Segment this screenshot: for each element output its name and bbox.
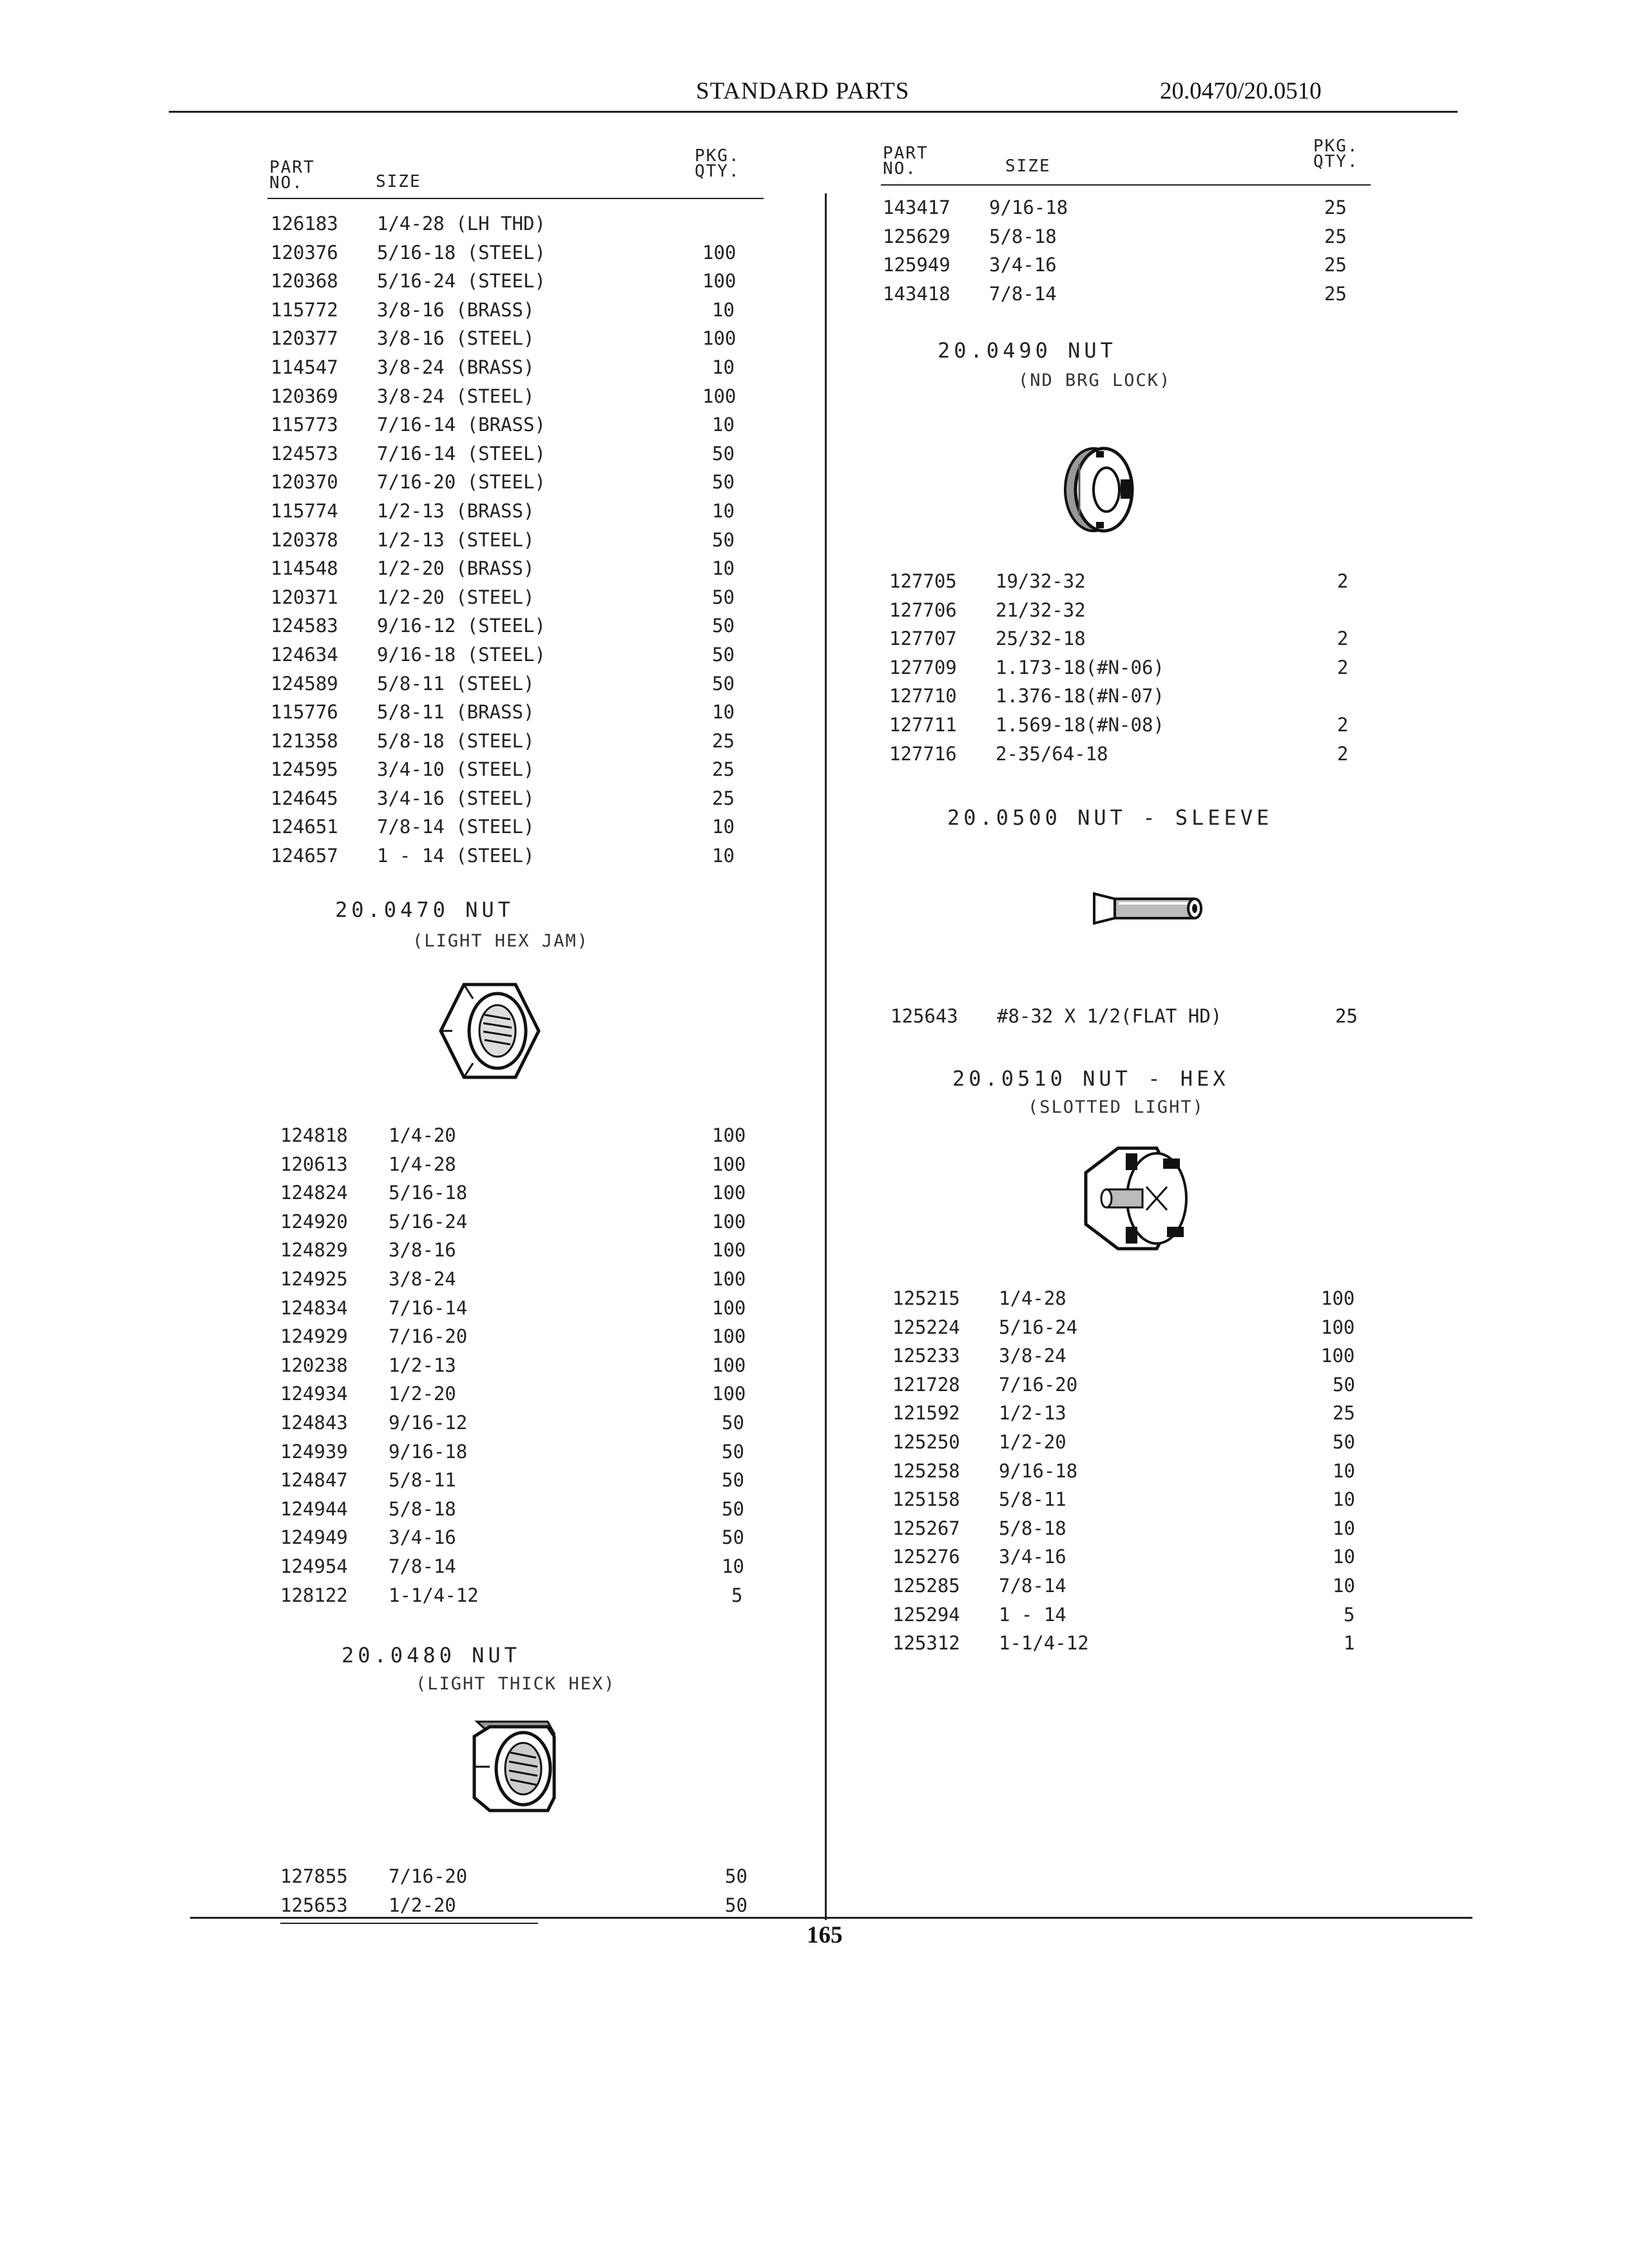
- part-number: 124920: [280, 1210, 348, 1233]
- part-number: 125643: [891, 1005, 958, 1027]
- part-number: 120368: [271, 270, 338, 293]
- table-row: [889, 570, 1373, 599]
- table-row: [271, 471, 760, 500]
- size: 25/32-18: [996, 628, 1086, 650]
- size: 1.569-18(#N-08): [996, 713, 1164, 736]
- pkg-qty: 1: [1344, 1632, 1355, 1655]
- table-row: [889, 743, 1373, 772]
- part-number: 124829: [280, 1239, 348, 1262]
- section-table-0500: [891, 1005, 1374, 1034]
- section-subtitle-0480: (LIGHT THICK HEX): [416, 1674, 616, 1694]
- part-number: 124645: [271, 787, 338, 809]
- section-title-0500: 20.0500 NUT - SLEEVE: [947, 805, 1273, 830]
- size: 9/16-18: [999, 1459, 1078, 1482]
- part-number: 124934: [280, 1383, 348, 1405]
- table-row: [280, 1526, 760, 1555]
- pkg-qty: 100: [712, 1383, 746, 1405]
- size: 5/8-18: [999, 1517, 1066, 1539]
- pkg-qty: 2: [1337, 656, 1349, 678]
- table-row: [280, 1239, 760, 1268]
- part-number: 120377: [271, 327, 338, 350]
- size: 2-35/64-18: [996, 742, 1108, 765]
- pkg-qty: 100: [1321, 1287, 1355, 1309]
- size: 19/32-32: [996, 570, 1086, 592]
- part-number: 125158: [892, 1488, 960, 1511]
- size: 1/2-20 (STEEL): [377, 586, 535, 608]
- part-number: 120378: [271, 528, 338, 551]
- pkg-qty: 100: [712, 1354, 746, 1376]
- table-row: [892, 1287, 1373, 1316]
- size: 7/8-14: [989, 282, 1057, 305]
- size: 3/8-16 (STEEL): [377, 327, 535, 350]
- part-number: 125312: [892, 1632, 960, 1655]
- pkg-qty: 100: [1321, 1316, 1355, 1338]
- part-number: 124651: [271, 816, 338, 838]
- part-number: 120370: [271, 471, 338, 494]
- size: 1.376-18(#N-07): [996, 685, 1164, 707]
- table-row: [280, 1383, 760, 1412]
- pkg-qty: 100: [702, 385, 737, 407]
- hex-jam-nut-icon: [425, 966, 554, 1095]
- part-number: 125653: [280, 1894, 348, 1916]
- size: 5/16-24: [999, 1316, 1078, 1338]
- section-table-0470: [280, 1124, 760, 1613]
- section-title-0480: 20.0480 NUT: [342, 1643, 521, 1667]
- table-row: [271, 385, 760, 414]
- pkg-qty: 50: [712, 442, 735, 465]
- pkg-qty: 50: [712, 586, 735, 608]
- part-number: 124929: [280, 1325, 348, 1348]
- page-number: 165: [807, 1922, 843, 1948]
- pkg-qty: 10: [712, 845, 735, 867]
- size: 1/2-20 (BRASS): [377, 557, 535, 580]
- section-subtitle-0510: (SLOTTED LIGHT): [1028, 1097, 1204, 1117]
- table-row: [271, 356, 760, 385]
- part-number: 143418: [883, 282, 950, 305]
- size: 1 - 14 (STEEL): [377, 845, 535, 867]
- table-row: [280, 1211, 760, 1240]
- size: 5/8-11 (STEEL): [377, 672, 535, 695]
- table-row: [892, 1517, 1373, 1546]
- table-row: [271, 299, 760, 328]
- section-table-0490: [889, 570, 1373, 771]
- part-number: 120371: [271, 586, 338, 608]
- size: 1-1/4-12: [999, 1632, 1089, 1655]
- size: 5/8-18 (STEEL): [377, 729, 535, 752]
- pkg-qty: 25: [712, 787, 735, 809]
- pkg-qty: 10: [712, 701, 735, 724]
- table-row: [892, 1575, 1373, 1604]
- table-row: [889, 714, 1373, 743]
- table-row: [271, 730, 760, 759]
- part-number: 127855: [280, 1865, 348, 1887]
- part-number: 124573: [271, 442, 338, 465]
- table-row: [892, 1604, 1373, 1633]
- table-row: [271, 270, 760, 299]
- size: 9/16-18: [389, 1440, 468, 1463]
- size: 3/4-16 (STEEL): [377, 787, 535, 809]
- pkg-qty: 100: [702, 241, 737, 264]
- size: 7/16-20 (STEEL): [377, 471, 546, 494]
- table-row: [892, 1402, 1373, 1431]
- table-row: [892, 1488, 1373, 1517]
- pkg-qty: 100: [702, 327, 737, 350]
- size: 1/2-13: [999, 1402, 1066, 1425]
- right-continued-table: [883, 197, 1373, 311]
- size: 9/16-18 (STEEL): [377, 643, 546, 666]
- size: 1/4-20: [389, 1124, 456, 1146]
- table-row: [271, 242, 760, 271]
- size: 1/2-13 (BRASS): [377, 499, 535, 522]
- size: 7/16-20: [389, 1325, 468, 1348]
- part-number: 125276: [892, 1546, 960, 1568]
- table-row: [271, 213, 760, 242]
- table-row: [280, 1584, 760, 1613]
- table-row: [271, 557, 760, 586]
- size: 7/16-14 (BRASS): [377, 414, 546, 436]
- table-row: [271, 414, 760, 443]
- size: 5/16-24 (STEEL): [377, 270, 546, 293]
- table-row: [271, 701, 760, 730]
- part-number: 125267: [892, 1517, 960, 1539]
- pkg-qty: 25: [1324, 197, 1347, 218]
- part-number: 120613: [280, 1153, 348, 1175]
- pkg-qty: 25: [1324, 282, 1347, 305]
- size: 5/16-18 (STEEL): [377, 241, 546, 264]
- part-number: 127705: [889, 570, 957, 592]
- pkg-qty: 10: [1333, 1459, 1355, 1482]
- part-number: 115776: [271, 701, 338, 724]
- size: 1/2-20: [999, 1430, 1066, 1453]
- pkg-qty: 100: [712, 1153, 746, 1175]
- table-row: [889, 628, 1373, 657]
- left-continued-table: [271, 213, 760, 874]
- pkg-qty: 10: [722, 1555, 744, 1577]
- size: 7/8-14: [999, 1574, 1066, 1597]
- pkg-qty: 2: [1337, 570, 1349, 592]
- pkg-qty: 100: [712, 1124, 746, 1146]
- table-row: [271, 586, 760, 615]
- pkg-qty: 10: [712, 298, 735, 321]
- part-number: 124634: [271, 643, 338, 666]
- part-number: 125215: [892, 1287, 960, 1309]
- pkg-qty: 50: [712, 643, 735, 666]
- part-number: 125258: [892, 1459, 960, 1482]
- pkg-qty: 50: [725, 1865, 747, 1887]
- right-header-rule: [881, 184, 1371, 186]
- pkg-qty: 100: [712, 1210, 746, 1233]
- size: 7/16-20: [999, 1373, 1078, 1396]
- size: 7/16-14: [389, 1296, 468, 1319]
- table-row: [271, 644, 760, 673]
- size: 7/8-14 (STEEL): [377, 816, 535, 838]
- table-row: [892, 1345, 1373, 1374]
- pkg-qty: 100: [712, 1239, 746, 1262]
- table-row: [883, 197, 1373, 226]
- size: 7/16-20: [389, 1865, 468, 1887]
- part-number: 115773: [271, 414, 338, 436]
- size: 1/4-28 (LH THD): [377, 213, 546, 235]
- size: 3/4-16: [989, 254, 1057, 276]
- table-row: [280, 1498, 760, 1527]
- table-row: [891, 1005, 1374, 1034]
- part-number: 125285: [892, 1574, 960, 1597]
- table-row: [280, 1182, 760, 1211]
- size: 5/8-11 (BRASS): [377, 701, 535, 724]
- size: 5/8-18: [389, 1497, 456, 1520]
- table-row: [280, 1297, 760, 1326]
- right-part-header: PART NO.: [883, 144, 929, 178]
- pkg-qty: 50: [725, 1894, 747, 1916]
- pkg-qty: 50: [722, 1469, 744, 1492]
- size: 1 - 14: [999, 1603, 1066, 1626]
- table-row: [271, 615, 760, 644]
- left-header-rule: [267, 198, 764, 199]
- table-row: [280, 1354, 760, 1383]
- size: 3/8-24 (BRASS): [377, 356, 535, 378]
- size: 21/32-32: [996, 599, 1086, 621]
- table-row: [280, 1124, 760, 1153]
- section-subtitle-0490: (ND BRG LOCK): [1018, 370, 1171, 390]
- part-number: 125233: [892, 1345, 960, 1367]
- size: 3/8-16 (BRASS): [377, 298, 535, 321]
- pkg-qty: 2: [1337, 713, 1349, 736]
- pkg-qty: 50: [712, 471, 735, 494]
- size: 5/8-11: [999, 1488, 1066, 1511]
- left-size-header: SIZE: [376, 172, 421, 191]
- table-row: [883, 283, 1373, 312]
- part-number: 126183: [271, 213, 338, 235]
- table-row: [280, 1153, 760, 1182]
- table-row: [892, 1632, 1373, 1661]
- right-size-header: SIZE: [1005, 157, 1051, 176]
- table-row: [280, 1412, 760, 1441]
- pkg-qty: 100: [712, 1267, 746, 1290]
- part-number: 124595: [271, 758, 338, 781]
- left-part-header: PART NO.: [269, 158, 315, 193]
- part-number: 124843: [280, 1411, 348, 1434]
- pkg-qty: 100: [702, 270, 737, 293]
- section-code-range: 20.0470/20.0510: [1160, 78, 1322, 104]
- table-row: [271, 529, 760, 558]
- table-row: [889, 599, 1373, 628]
- right-qty-header: PKG. QTY.: [1313, 137, 1359, 171]
- table-row: [271, 816, 760, 845]
- size: 1/4-28: [999, 1287, 1066, 1309]
- size: 1/2-13: [389, 1354, 456, 1376]
- part-number: 124657: [271, 845, 338, 867]
- size: 1-1/4-12: [389, 1584, 479, 1606]
- sleeve-nut-icon: [1089, 886, 1205, 931]
- size: 5/8-18: [989, 225, 1057, 247]
- page-title: STANDARD PARTS: [696, 78, 910, 104]
- pkg-qty: 10: [1333, 1546, 1355, 1568]
- size: 3/8-16: [389, 1239, 456, 1262]
- part-number: 127709: [889, 656, 957, 678]
- part-number: 120238: [280, 1354, 348, 1376]
- section-title-0490: 20.0490 NUT: [938, 338, 1117, 363]
- section-table-0510: [892, 1287, 1373, 1661]
- left-qty-header: PKG. QTY.: [695, 146, 740, 181]
- part-number: 125224: [892, 1316, 960, 1338]
- part-number: 127707: [889, 628, 957, 650]
- size: 1/4-28: [389, 1153, 456, 1175]
- size: 3/4-16: [999, 1546, 1066, 1568]
- table-row: [280, 1441, 760, 1470]
- pkg-qty: 10: [1333, 1488, 1355, 1511]
- size: 1.173-18(#N-06): [996, 656, 1164, 678]
- size: 5/8-11: [389, 1469, 456, 1492]
- table-row: [892, 1546, 1373, 1575]
- pkg-qty: 50: [712, 528, 735, 551]
- table-row: [892, 1431, 1373, 1460]
- pkg-qty: 25: [712, 758, 735, 781]
- part-number: 124834: [280, 1296, 348, 1319]
- size: 3/8-24: [389, 1267, 456, 1290]
- pkg-qty: 25: [1335, 1005, 1358, 1027]
- bearing-lock-nut-icon: [1054, 438, 1144, 541]
- pkg-qty: 50: [722, 1411, 744, 1434]
- size: 1/2-20: [389, 1383, 456, 1405]
- pkg-qty: 100: [1321, 1345, 1355, 1367]
- part-number: 124939: [280, 1440, 348, 1463]
- part-number: 125294: [892, 1603, 960, 1626]
- pkg-qty: 10: [1333, 1517, 1355, 1539]
- part-number: 124944: [280, 1497, 348, 1520]
- table-row: [271, 758, 760, 787]
- part-number: 120369: [271, 385, 338, 407]
- section-title-0510: 20.0510 NUT - HEX: [952, 1066, 1229, 1091]
- size: 9/16-18: [989, 197, 1068, 218]
- header-rule: [169, 111, 1458, 113]
- part-number: 127711: [889, 713, 957, 736]
- table-row: [280, 1325, 760, 1354]
- pkg-qty: 25: [1324, 225, 1347, 247]
- pkg-qty: 5: [1344, 1603, 1355, 1626]
- pkg-qty: 10: [712, 557, 735, 580]
- slotted-hex-nut-icon: [1066, 1134, 1202, 1263]
- pkg-qty: 25: [712, 729, 735, 752]
- pkg-qty: 25: [1333, 1402, 1355, 1425]
- table-row: [892, 1460, 1373, 1489]
- table-row: [271, 327, 760, 356]
- pkg-qty: 2: [1337, 742, 1349, 765]
- pkg-qty: 5: [731, 1584, 743, 1606]
- size: 5/16-24: [389, 1210, 468, 1233]
- table-row: [280, 1865, 760, 1894]
- part-number: 114547: [271, 356, 338, 378]
- pkg-qty: 100: [712, 1325, 746, 1348]
- part-number: 115774: [271, 499, 338, 522]
- part-number: 124949: [280, 1526, 348, 1549]
- size: 1/2-13 (STEEL): [377, 528, 535, 551]
- part-number: 127710: [889, 685, 957, 707]
- part-number: 114548: [271, 557, 338, 580]
- pkg-qty: 10: [712, 816, 735, 838]
- pkg-qty: 50: [722, 1526, 744, 1549]
- pkg-qty: 100: [712, 1296, 746, 1319]
- part-number: 124925: [280, 1267, 348, 1290]
- part-number: 125629: [883, 225, 950, 247]
- table-row: [280, 1469, 760, 1498]
- table-row: [889, 657, 1373, 686]
- part-number: 128122: [280, 1584, 348, 1606]
- pkg-qty: 10: [1333, 1574, 1355, 1597]
- pkg-qty: 50: [722, 1497, 744, 1520]
- size: 3/8-24 (STEEL): [377, 385, 535, 407]
- table-row: [280, 1268, 760, 1297]
- pkg-qty: 10: [712, 499, 735, 522]
- section-subtitle-0470: (LIGHT HEX JAM): [412, 931, 589, 951]
- pkg-qty: 25: [1324, 254, 1347, 276]
- part-number: 124583: [271, 615, 338, 637]
- part-number: 124824: [280, 1182, 348, 1204]
- part-number: 124818: [280, 1124, 348, 1146]
- section-title-0470: 20.0470 NUT: [335, 898, 514, 922]
- section-table-0480: [280, 1865, 760, 1924]
- pkg-qty: 100: [712, 1182, 746, 1204]
- pkg-qty: 50: [712, 672, 735, 695]
- part-number: 121358: [271, 729, 338, 752]
- part-number: 127716: [889, 742, 957, 765]
- part-number: 115772: [271, 298, 338, 321]
- size: 3/4-10 (STEEL): [377, 758, 535, 781]
- part-number: 124954: [280, 1555, 348, 1577]
- table-row: [271, 787, 760, 816]
- table-row: [883, 226, 1373, 255]
- size: 7/16-14 (STEEL): [377, 442, 546, 465]
- pkg-qty: 10: [712, 356, 735, 378]
- part-number: 124847: [280, 1469, 348, 1492]
- pkg-qty: 50: [1333, 1430, 1355, 1453]
- pkg-qty: 50: [712, 615, 735, 637]
- table-row: [889, 685, 1373, 714]
- table-row: [892, 1316, 1373, 1345]
- part-number: 120376: [271, 241, 338, 264]
- size: 9/16-12: [389, 1411, 468, 1434]
- size: 1/2-20: [389, 1894, 456, 1916]
- part-number: 124589: [271, 672, 338, 695]
- part-number: 125250: [892, 1430, 960, 1453]
- table-row: [280, 1555, 760, 1584]
- size: 3/4-16: [389, 1526, 456, 1549]
- part-number: 125949: [883, 254, 950, 276]
- table-row: [280, 1894, 747, 1925]
- table-row: [883, 254, 1373, 283]
- size: 9/16-12 (STEEL): [377, 615, 546, 637]
- part-number: 121592: [892, 1402, 960, 1425]
- part-number: 143417: [883, 197, 950, 218]
- table-row: [271, 443, 760, 472]
- size: 5/16-18: [389, 1182, 468, 1204]
- thick-hex-nut-icon: [451, 1707, 567, 1823]
- size: 3/8-24: [999, 1345, 1066, 1367]
- pkg-qty: 50: [722, 1440, 744, 1463]
- table-row: [271, 500, 760, 529]
- pkg-qty: 10: [712, 414, 735, 436]
- table-row: [892, 1374, 1373, 1403]
- column-divider: [825, 193, 827, 1920]
- table-row: [271, 673, 760, 702]
- size: #8-32 X 1/2(FLAT HD): [997, 1005, 1222, 1027]
- table-row: [271, 845, 760, 874]
- part-number: 121728: [892, 1373, 960, 1396]
- pkg-qty: 2: [1337, 628, 1349, 650]
- part-number: 127706: [889, 599, 957, 621]
- pkg-qty: 50: [1333, 1373, 1355, 1396]
- size: 7/8-14: [389, 1555, 456, 1577]
